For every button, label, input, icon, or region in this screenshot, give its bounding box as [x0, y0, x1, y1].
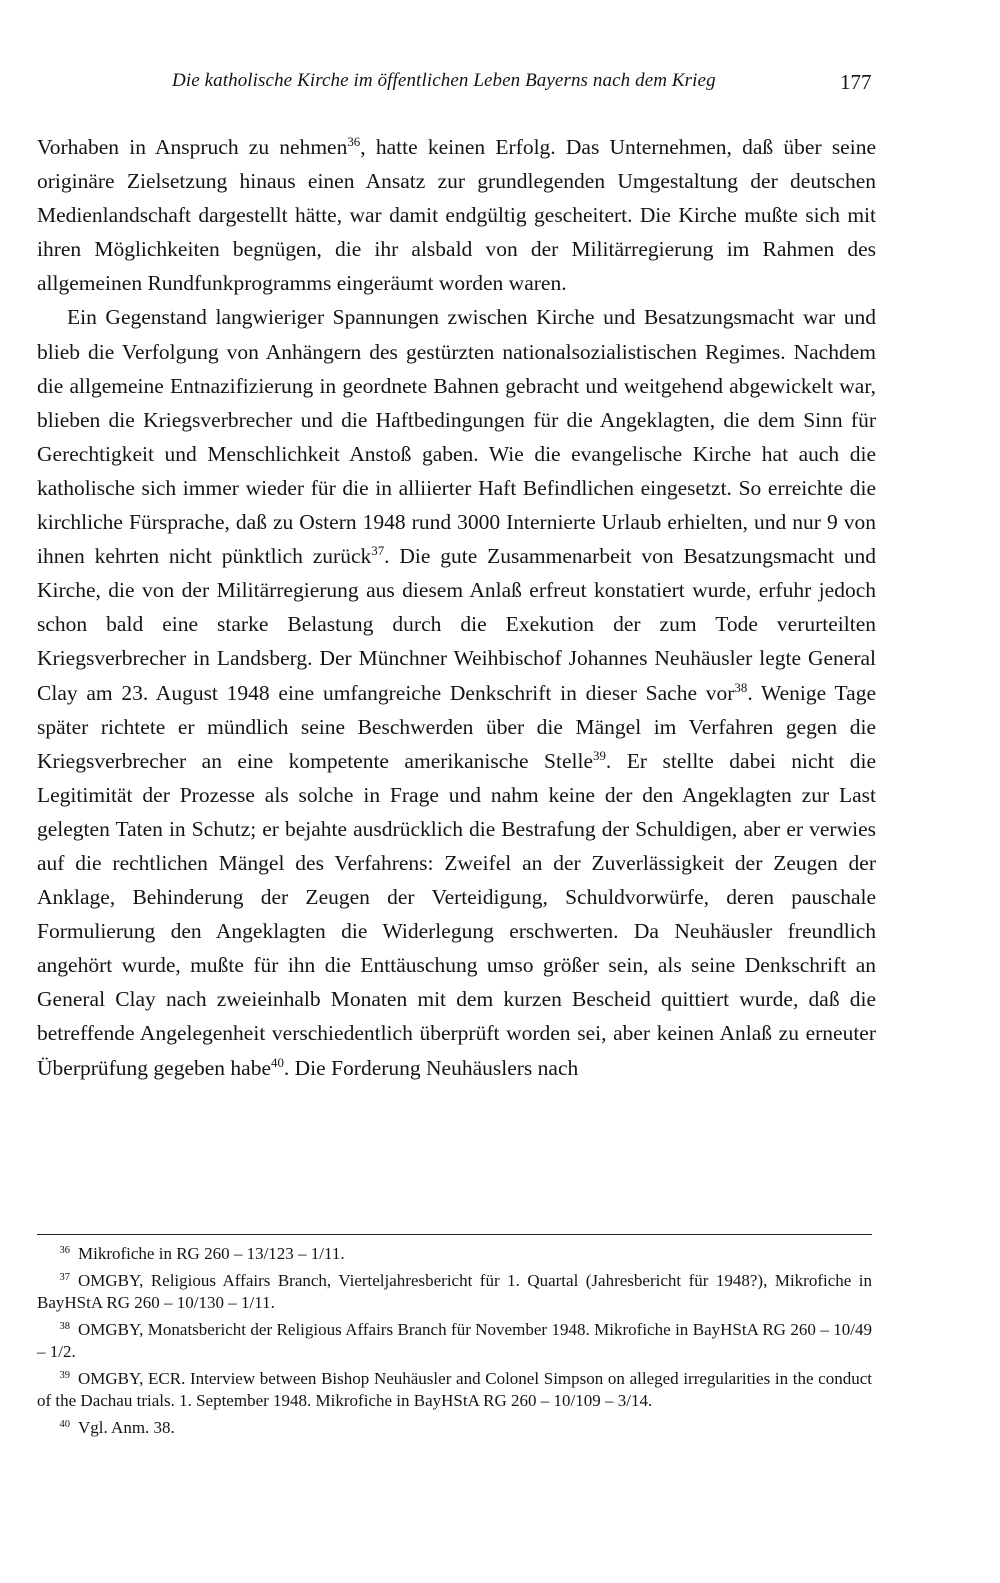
footnote-text: OMGBY, ECR. Interview between Bishop Neuhäusler and Colonel Simpson on alleged irregularities in the conduct of the Dachau trials. 1. September 1948. Mikrofiche in BayHStA RG 260 – 10/109 – 3/14. [37, 1368, 872, 1410]
footnote-36: 36 Mikrofiche in RG 260 – 13/123 – 1/11. [59, 1244, 345, 1263]
text-segment: . Die Forderung Neuhäuslers nach [283, 1055, 579, 1080]
footnote-text: OMGBY, Religious Affairs Branch, Vierteljahresbericht für 1. Quartal (Jahresbericht für 1948?), Mikrofiche in BayHStA RG 260 – 10/130 – 1/11. [37, 1270, 872, 1312]
text-segment: Vorhaben in Anspruch zu nehmen [37, 135, 348, 159]
footnote-ref-36: 36 [347, 134, 361, 149]
footnote-38: 38 OMGBY, Monatsbericht der Religious Affairs Branch für November 1948. Mikrofiche in BayHStA RG 260 – 10/49 – 1/2. [37, 1319, 872, 1361]
footnote-ref-40: 40 [271, 1055, 284, 1070]
running-head: Die katholische Kirche im öffentlichen Leben Bayerns nach dem Krieg [172, 70, 716, 91]
text-segment: , hatte keinen Erfolg. Das Unternehmen, daß über seine originäre Zielsetzung hinaus einen Ansatz zur grundlegenden Umgestaltung der deutschen Medienlandschaft dargestellt hätte, war damit endgültig gescheitert. Die Kirche mußte sich mit ihren Möglichkeiten begnügen, die ihr alsbald von der Militärregierung im Rahmen des allgemeinen Rundfunkprogramms eingeräumt worden waren. [37, 135, 876, 296]
text-segment: . Die gute Zusammenarbeit von Besatzungsmacht und Kirche, die von der Militärregierung aus diesem Anlaß erfreut konstatiert wurde, erfuhr jedoch schon bald eine starke Belastung durch die Exekution der zum Tode verurteilten Kriegsverbrecher in Landsberg. Der Münchner Weihbischof Johannes Neuhäusler legte General Clay am 23. August 1948 eine umfangreiche Denkschrift in dieser Sache vor [37, 544, 877, 705]
text-segment: Ein Gegenstand langwieriger Spannungen zwischen Kirche und Besatzungsmacht war und blieb die Verfolgung von Anhängern des gestürzten nationalsozialistischen Regimes. Nachdem die allgemeine Entnazifizierung in geordnete Bahnen gebracht und weitgehend abgewickelt war, blieben die Kriegsverbrecher und die Haftbedingungen für die Angeklagten, die dem Sinn für Gerechtigkeit und Menschlichkeit Anstoß gaben. Wie die evangelische Kirche hat auch die katholische sich immer wieder für die in alliierter Haft Befindlichen eingesetzt. So erreichte die kirchliche Fürsprache, daß zu Ostern 1948 rund 3000 Internierte Urlaub erhielten, und nur 9 von ihnen kehrten nicht pünktlich zurück [37, 305, 876, 569]
footnotes [37, 1243, 872, 1443]
footnote-text: Vgl. Anm. 38. [78, 1417, 175, 1437]
text-segment: . Wenige Tage später richtete er mündlich seine Beschwerden über die Mängel im Verfahren gegen die Kriegsverbrecher an eine kompetente amerikanische Stelle [37, 680, 876, 773]
footnote-37: 37 OMGBY, Religious Affairs Branch, Vierteljahresbericht für 1. Quartal (Jahresbericht für 1948?), Mikrofiche in BayHStA RG 260 – 10/130 – 1/11. [37, 1270, 872, 1312]
footnote-39: 39 OMGBY, ECR. Interview between Bishop Neuhäusler and Colonel Simpson on alleged irregularities in the conduct of the Dachau trials. 1. September 1948. Mikrofiche in BayHStA RG 260 – 10/109 – 3/14. [37, 1368, 872, 1410]
paragraph-1 [37, 130, 876, 300]
text-segment: . Er stellte dabei nicht die Legitimität der Prozesse als solche in Frage und nahm keine der den Angeklagten zur Last gelegten Taten in Schutz; er bejahte ausdrücklich die Bestrafung der Schuldigen, aber er verwies auf die rechtlichen Mängel des Verfahrens: Zweifel an der Zuverlässigkeit der Zeugen der Anklage, Behinderung der Zeugen der Verteidigung, Schuldvorwürfe, deren pauschale Formulierung den Angeklagten die Widerlegung erschwerten. Da Neuhäusler freundlich angehört wurde, mußte für ihn die Enttäuschung umso größer sein, als seine Denkschrift an General Clay nach zweieinhalb Monaten mit dem kurzen Bescheid quittiert wurde, daß die betreffende Angelegenheit verschiedentlich überprüft worden sei, aber keinen Anlaß zu erneuter Überprüfung gegeben habe [37, 748, 876, 1080]
paragraph-2 [37, 300, 876, 1084]
page-number: 177 [840, 70, 872, 94]
footnote-ref-37: 37 [371, 543, 385, 558]
footnote-text: OMGBY, Monatsbericht der Religious Affairs Branch für November 1948. Mikrofiche in BayHStA RG 260 – 10/49 – 1/2. [37, 1319, 872, 1361]
footnote-ref-38: 38 [734, 680, 748, 695]
footnote-40: 40 Vgl. Anm. 38. [59, 1417, 175, 1437]
footnote-text: Mikrofiche in RG 260 – 13/123 – 1/11. [78, 1244, 345, 1263]
body-text [37, 130, 876, 1085]
footnote-ref-39: 39 [593, 748, 606, 763]
footnote-divider [37, 1234, 872, 1235]
